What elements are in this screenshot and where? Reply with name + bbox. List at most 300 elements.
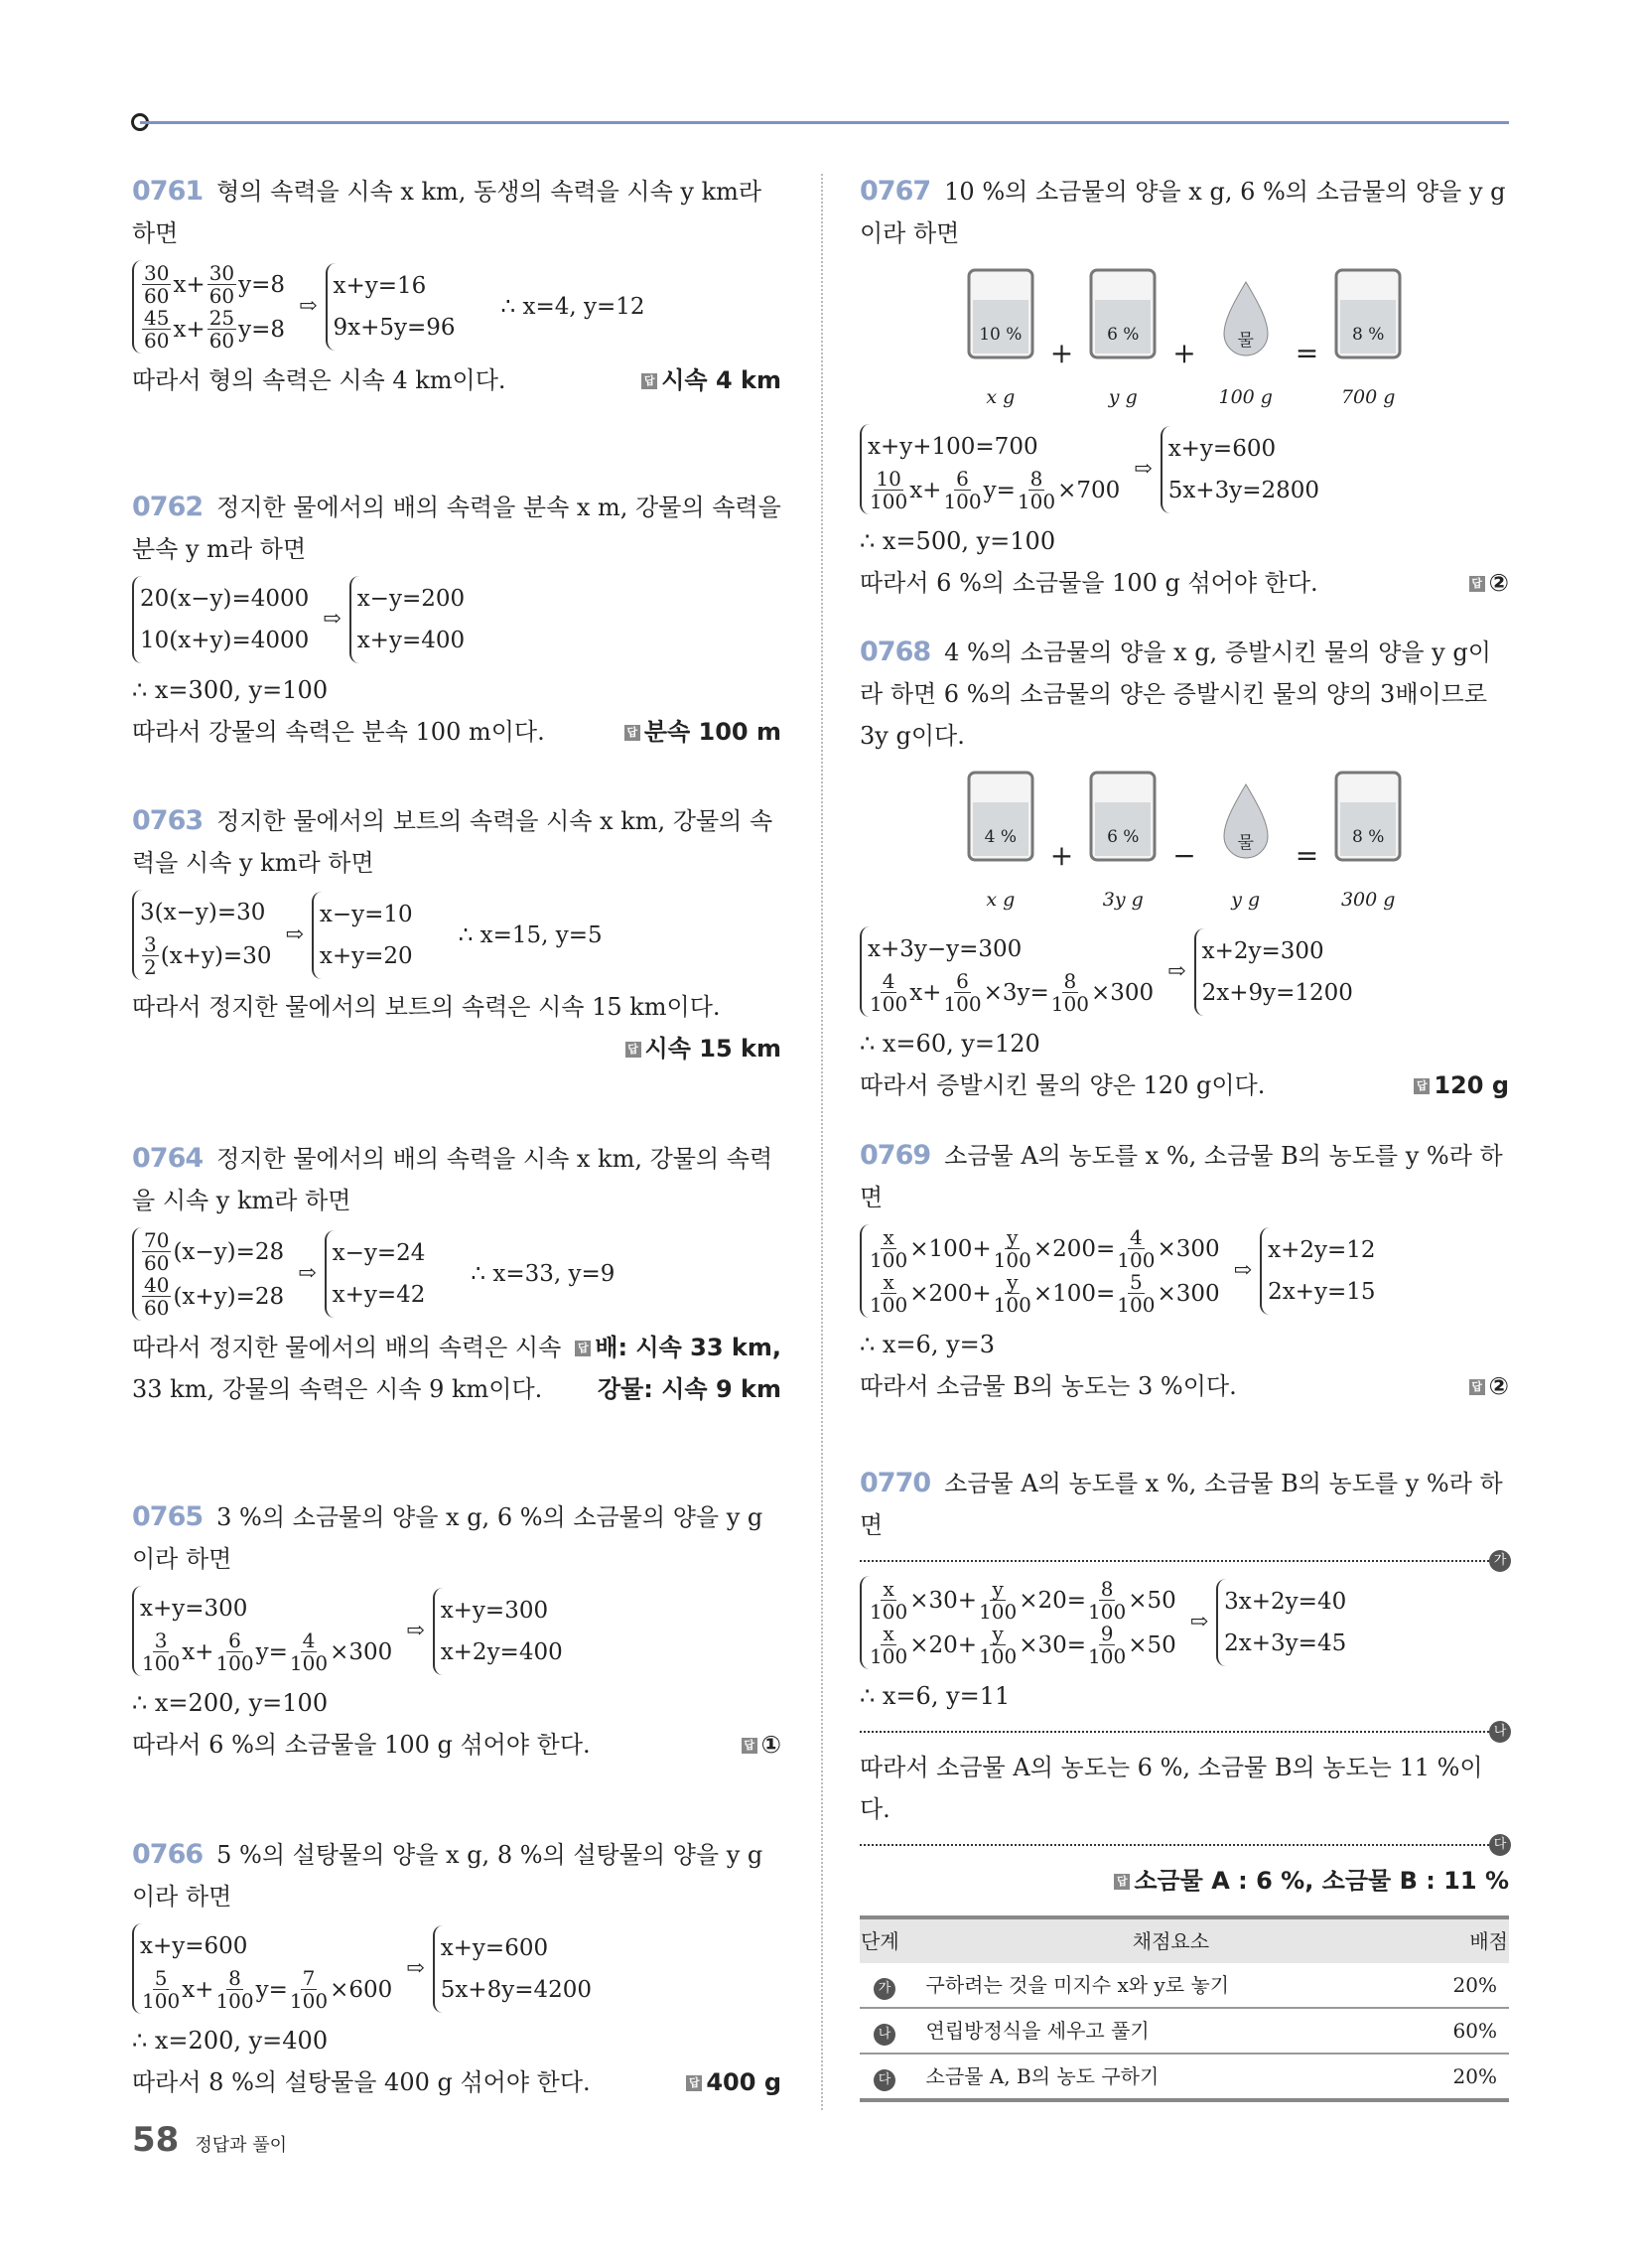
problem-number: 0762 [132,492,204,522]
equation-row [320,894,413,935]
problem-number: 0769 [860,1140,931,1171]
answer-mark-icon: 답 [1414,1078,1430,1094]
numerator: 10 [876,467,901,491]
equation-system [132,1586,781,1676]
table-header: 단계 [860,1917,925,1963]
equation-term: 5x+8y=4200 [440,1976,592,2003]
denominator: 100 [870,1293,908,1317]
original-system [132,1586,392,1676]
problem-0764 [132,1138,781,1410]
numerator: 5 [1130,1270,1143,1294]
concentration-label: 4 % [984,827,1017,847]
answer-text: 시속 4 km [661,366,781,394]
equation-term: x+y=20 [319,942,413,969]
problem-text: 정지한 물에서의 배의 속력을 시속 x km, 강물의 속력을 시속 y km라 하면 [132,1145,773,1214]
denominator: 100 [1117,1293,1156,1317]
table-row [860,2008,1509,2054]
conclusion: 따라서 소금물 B의 농도는 3 %이다. [860,1372,1237,1400]
denominator: 100 [943,992,982,1016]
item-cell: 소금물 A, B의 농도 구하기 [925,2054,1418,2100]
fraction [290,1630,328,1674]
denominator: 100 [215,1989,254,2013]
denominator: 100 [943,490,982,513]
denominator: 100 [993,1248,1031,1272]
numerator: x [883,1577,894,1601]
simplified-system [433,1588,563,1675]
equation-term: x+2y=400 [440,1638,563,1665]
drop-label: 물 [1237,833,1254,853]
denominator: 60 [144,1296,170,1320]
denominator: 100 [979,1644,1018,1668]
numerator: x [883,1622,894,1645]
solution: ∴ x=4, y=12 [500,294,645,320]
denominator: 100 [993,1293,1031,1317]
answer-text: 시속 15 km [644,1035,781,1063]
concentration-label: 8 % [1352,325,1385,345]
fraction [142,1274,171,1319]
fraction [215,1630,253,1674]
problem-statement [132,1834,781,1917]
implies-arrow-icon: ⇨ [1167,958,1186,984]
numerator: 6 [956,969,969,993]
problem-0765 [132,1496,781,1766]
equation-row [441,1631,563,1673]
conclusion: 따라서 소금물 A의 농도는 6 %, 소금물 B의 농도는 11 %이다. [860,1754,1483,1823]
problem-statement [860,632,1509,757]
equation-term: ×300 [330,1638,393,1665]
answer [574,1327,781,1410]
equation-term: ×700 [1057,477,1121,503]
equation-term: x+ [173,316,205,343]
equation-term: x+ [909,979,942,1006]
answer [1414,1064,1509,1106]
simplified-system [325,1230,426,1318]
step-marker: 다 [874,2069,895,2091]
denominator: 60 [144,284,170,308]
numerator: 25 [208,306,235,330]
fraction [207,307,236,352]
problem-text: 4 %의 소금물의 양을 x g, 증발시킨 물의 양을 y g이라 하면 6 %의 소금물의 양은 증발시킨 물의 양의 3배이므로 3y g이다. [860,638,1491,750]
diagram-caption: 3y g [1102,889,1144,911]
answer-mark-icon: 답 [625,1042,641,1058]
equation-term: ×300 [1157,1280,1220,1307]
numerator: 70 [144,1228,170,1252]
answer-mark-icon: 답 [686,2075,702,2091]
equation-row [868,1578,1176,1623]
numerator: 8 [1029,467,1043,491]
equation-row [334,307,456,349]
implies-arrow-icon: ⇨ [1134,456,1153,482]
diagram-caption: 100 g [1218,386,1273,408]
equation-row [140,1274,284,1319]
fraction [142,933,159,978]
equation-term: 2x+y=15 [1268,1279,1376,1305]
equation-term: (x+y)=28 [173,1283,285,1310]
equation-row [868,928,1154,970]
equation-row [140,1229,284,1274]
fraction [979,1623,1017,1667]
equation-row [868,468,1120,512]
equation-row [334,265,456,307]
answer-row [860,1860,1509,1902]
conclusion: 따라서 정지한 물에서의 배의 속력은 시속 33 km, 강물의 속력은 시속 9 km이다. [132,1334,562,1403]
equation-system [132,260,781,354]
scoring-table [860,1915,1509,2102]
answer [1114,1867,1509,1895]
answer-text: 400 g [706,2068,781,2096]
points-cell: 20% [1417,2054,1509,2100]
equation-system [860,424,1509,514]
equation-term: x+y=600 [140,1933,248,1959]
page-number: 58 [132,2120,180,2160]
answer-mark-icon: 답 [624,725,640,741]
operator: + [1049,839,1074,872]
simplified-system [433,1925,592,2013]
diagram-caption: 700 g [1340,386,1396,408]
beaker-icon [1083,262,1163,376]
step-marker: 나 [1489,1721,1511,1743]
answer-row [132,1028,781,1069]
equation-term: 2x+9y=1200 [1201,979,1353,1006]
fraction [870,1226,907,1271]
problem-number: 0761 [132,176,204,207]
beaker-icon [1328,765,1408,879]
equation-term: ×20= [1019,1587,1086,1614]
denominator: 100 [870,992,908,1016]
numerator: 5 [154,1966,168,1990]
answer-mark-icon: 답 [1114,1874,1130,1890]
equation-row [140,1588,392,1630]
diagram-item [1328,262,1408,418]
problem-0761 [132,171,781,401]
item-cell: 연립방정식을 세우고 풀기 [925,2008,1418,2054]
answer [1469,1365,1509,1407]
fraction [943,970,981,1015]
equation-row [1224,1623,1346,1664]
diagram-item [1083,262,1163,418]
header-rule [140,121,1509,124]
implies-arrow-icon: ⇨ [1233,1258,1253,1283]
numerator: y [992,1577,1004,1601]
equation-term: x+y=16 [333,273,427,299]
equation-system [860,1576,1509,1669]
denominator: 60 [208,284,235,308]
problem-statement [132,800,781,884]
equation-term: ×100= [1032,1280,1116,1307]
conclusion: 따라서 형의 속력은 시속 4 km이다. [132,366,506,394]
diagram-item [1206,765,1286,921]
column-divider [821,174,823,2110]
problem-text: 소금물 A의 농도를 x %, 소금물 B의 농도를 y %라 하면 [860,1470,1503,1539]
equation-term: ×100+ [909,1235,992,1262]
conclusion: 따라서 정지한 물에서의 보트의 속력은 시속 15 km이다. [132,993,721,1021]
conclusion-row [132,1724,781,1766]
equation-row [441,1590,563,1631]
fraction [943,468,981,512]
conclusion: 따라서 강물의 속력은 분속 100 m이다. [132,718,545,746]
equation-row [320,935,413,977]
solution: ∴ x=300, y=100 [132,676,329,704]
fraction [870,970,907,1015]
equation-term: y=8 [238,271,286,298]
equation-row [441,1927,592,1969]
solution: ∴ x=15, y=5 [458,921,603,948]
equation-row [868,970,1154,1015]
diagram-caption: y g [1108,386,1138,408]
dotted-separator [860,1724,1509,1739]
original-system [860,1576,1176,1669]
problem-statement [132,1496,781,1580]
numerator: 4 [1130,1225,1143,1249]
conclusion-row [132,359,781,401]
denominator: 100 [1017,490,1056,513]
original-system [132,890,271,980]
equation-term: x+y=300 [140,1596,248,1622]
table-header: 배점 [1417,1917,1509,1963]
equation-term: x+ [173,271,205,298]
equation-term: 3x+2y=40 [1224,1589,1347,1615]
denominator: 100 [289,1989,329,2013]
denominator: 2 [144,955,157,979]
problem-0766 [132,1834,781,2103]
answer-text: 분속 100 m [643,718,781,746]
conclusion-row [860,1064,1509,1106]
problem-0763 [132,800,781,1069]
equation-term: 2x+3y=45 [1224,1630,1347,1656]
conclusion-row [860,562,1509,604]
numerator: 4 [882,969,895,993]
numerator: y [1007,1225,1019,1249]
denominator: 60 [144,329,170,353]
denominator: 100 [979,1600,1018,1624]
problem-number: 0770 [860,1468,931,1498]
concentration-label: 6 % [1107,325,1140,345]
implies-arrow-icon: ⇨ [299,294,318,319]
fraction [1018,468,1055,512]
answer [686,2061,781,2103]
answer-text: 배: 시속 33 km, 강물: 시속 9 km [595,1334,781,1403]
answer-text: ① [760,1731,781,1759]
equation-system [860,926,1509,1017]
equation-row [868,426,1120,468]
conclusion-row [132,2061,781,2103]
answer-mark-icon: 답 [575,1341,591,1356]
problem-text: 정지한 물에서의 보트의 속력을 시속 x km, 강물의 속력을 시속 y km라 하면 [132,807,773,877]
table-row [860,2054,1509,2100]
original-system [132,260,285,354]
mixing-diagram [860,765,1509,921]
original-system [860,926,1154,1017]
fraction [215,1967,253,2012]
diagram-item [961,765,1040,921]
equation-row [140,307,285,352]
problem-statement [132,171,781,254]
equation-row [140,620,309,661]
dotted-separator [860,1837,1509,1852]
equation-term: ×30= [1019,1631,1086,1658]
denominator: 100 [1088,1644,1127,1668]
solution: ∴ x=200, y=400 [132,2027,329,2055]
solution: ∴ x=60, y=120 [860,1030,1040,1058]
answer [742,1724,781,1766]
problem-text: 10 %의 소금물의 양을 x g, 6 %의 소금물의 양을 y g이라 하면 [860,178,1506,247]
table-header: 채점요소 [925,1917,1418,1963]
fraction [870,1623,907,1667]
diagram-item [1328,765,1408,921]
problem-0768 [860,632,1509,1106]
numerator: 30 [208,261,235,285]
equation-row [333,1232,426,1274]
implies-arrow-icon: ⇨ [323,607,342,632]
problem-statement [132,487,781,570]
beaker-water-drop-icon [1206,765,1286,879]
equation-term: ×300 [1157,1235,1220,1262]
equation-row [1202,972,1353,1014]
numerator: 45 [144,306,170,330]
diagram-caption: x g [986,889,1016,911]
simplified-system [349,576,465,663]
equation-row [868,1226,1220,1271]
simplified-system [1161,426,1319,513]
problem-text: 형의 속력을 시속 x km, 동생의 속력을 시속 y km라 하면 [132,178,762,247]
equation-row [1168,470,1319,511]
fraction [994,1226,1031,1271]
equation-term: x+ [182,1976,214,2003]
equation-term: 20(x−y)=4000 [140,586,310,612]
beaker-icon [1083,765,1163,879]
diagram-caption: x g [986,386,1016,408]
problem-number: 0766 [132,1839,204,1870]
fraction [142,1630,180,1674]
denominator: 100 [215,1651,254,1675]
numerator: x [883,1270,894,1294]
equation-row [1168,428,1319,470]
beaker-water-drop-icon [1206,262,1286,376]
denominator: 100 [142,1989,181,2013]
equation-term: x+y=300 [440,1597,549,1624]
equation-term: ×300 [1090,979,1155,1006]
equation-row [868,1623,1176,1667]
fraction [1051,970,1089,1015]
equation-term: 3(x−y)=30 [140,900,266,925]
points-cell: 60% [1417,2008,1509,2054]
equation-row [1224,1581,1346,1623]
equation-row [1202,930,1353,972]
numerator: 8 [1063,969,1077,993]
step-marker: 다 [1489,1834,1511,1856]
step-cell [860,1963,925,2008]
diagram-item [961,262,1040,418]
equation-term: y= [983,477,1016,503]
answer-mark-icon: 답 [1469,1379,1485,1395]
simplified-system [1194,928,1353,1016]
equation-row [140,1925,392,1967]
equation-row [357,578,465,620]
denominator: 100 [142,1651,181,1675]
dotted-separator [860,1553,1509,1568]
equation-term: x+y=600 [1167,435,1277,462]
solution: ∴ x=500, y=100 [860,527,1056,555]
equation-term: x+y=400 [356,628,466,653]
denominator: 100 [870,1644,908,1668]
implies-arrow-icon: ⇨ [298,1261,317,1286]
problem-0762 [132,487,781,753]
table-row [860,1963,1509,2008]
operator: = [1295,337,1319,369]
problem-statement [132,1138,781,1221]
equation-term: x+2y=300 [1201,937,1324,964]
problem-number: 0765 [132,1501,204,1532]
numerator: 40 [144,1273,170,1297]
problem-0767 [860,171,1509,604]
implies-arrow-icon: ⇨ [406,1618,425,1643]
problem-statement [860,1463,1509,1546]
equation-term: ×3y= [983,979,1049,1006]
problem-0769 [860,1135,1509,1407]
equation-row [140,1967,392,2012]
problem-text: 정지한 물에서의 배의 속력을 분속 x m, 강물의 속력을 분속 y m라 하면 [132,494,781,563]
fraction [870,468,907,512]
concentration-label: 10 % [979,325,1023,345]
solution: ∴ x=200, y=100 [132,1689,329,1717]
fraction [142,307,171,352]
denominator: 60 [208,329,235,353]
denominator: 100 [289,1651,329,1675]
fraction [207,262,236,307]
concentration-label: 6 % [1107,827,1140,847]
equation-term: ×50 [1128,1587,1176,1614]
equation-row [140,933,271,978]
conclusion: 따라서 8 %의 설탕물을 400 g 섞어야 한다. [132,2068,591,2096]
original-system [132,576,309,663]
equation-term: (x+y)=30 [160,942,272,969]
answer-text: 소금물 A : 6 %, 소금물 B : 11 % [1134,1867,1509,1895]
equation-row [140,892,271,933]
equation-term: x+ [182,1638,214,1665]
equation-term: y= [255,1638,288,1665]
conclusion: 따라서 6 %의 소금물을 100 g 섞어야 한다. [132,1731,591,1759]
diagram-caption: y g [1231,889,1261,911]
diagram-item [1083,765,1163,921]
answer-text: ② [1488,1372,1509,1400]
fraction [142,1229,171,1274]
problem-statement [860,171,1509,254]
denominator: 100 [870,490,908,513]
problem-number: 0768 [860,637,931,667]
operator: + [1172,337,1196,369]
equation-term: x+ [909,477,942,503]
implies-arrow-icon: ⇨ [1189,1610,1209,1634]
step-marker: 가 [1489,1550,1511,1572]
answer [641,359,781,401]
fraction [979,1578,1017,1623]
problem-text: 3 %의 소금물의 양을 x g, 6 %의 소금물의 양을 y g이라 하면 [132,1503,763,1573]
simplified-system [312,892,413,979]
numerator: 6 [228,1629,241,1652]
denominator: 60 [144,1251,170,1275]
equation-row [868,1271,1220,1316]
equation-term: x+y+100=700 [868,434,1038,460]
numerator: 30 [144,261,170,285]
operator: − [1172,839,1196,872]
item-cell: 구하려는 것을 미지수 x와 y로 놓기 [925,1963,1418,2008]
answer-text: ② [1488,569,1509,597]
equation-term: 5x+3y=2800 [1167,477,1319,503]
fraction [1088,1623,1126,1667]
footer-title: 정답과 풀이 [195,2135,287,2156]
equation-term: ×30+ [909,1587,977,1614]
numerator: 7 [302,1966,316,1990]
